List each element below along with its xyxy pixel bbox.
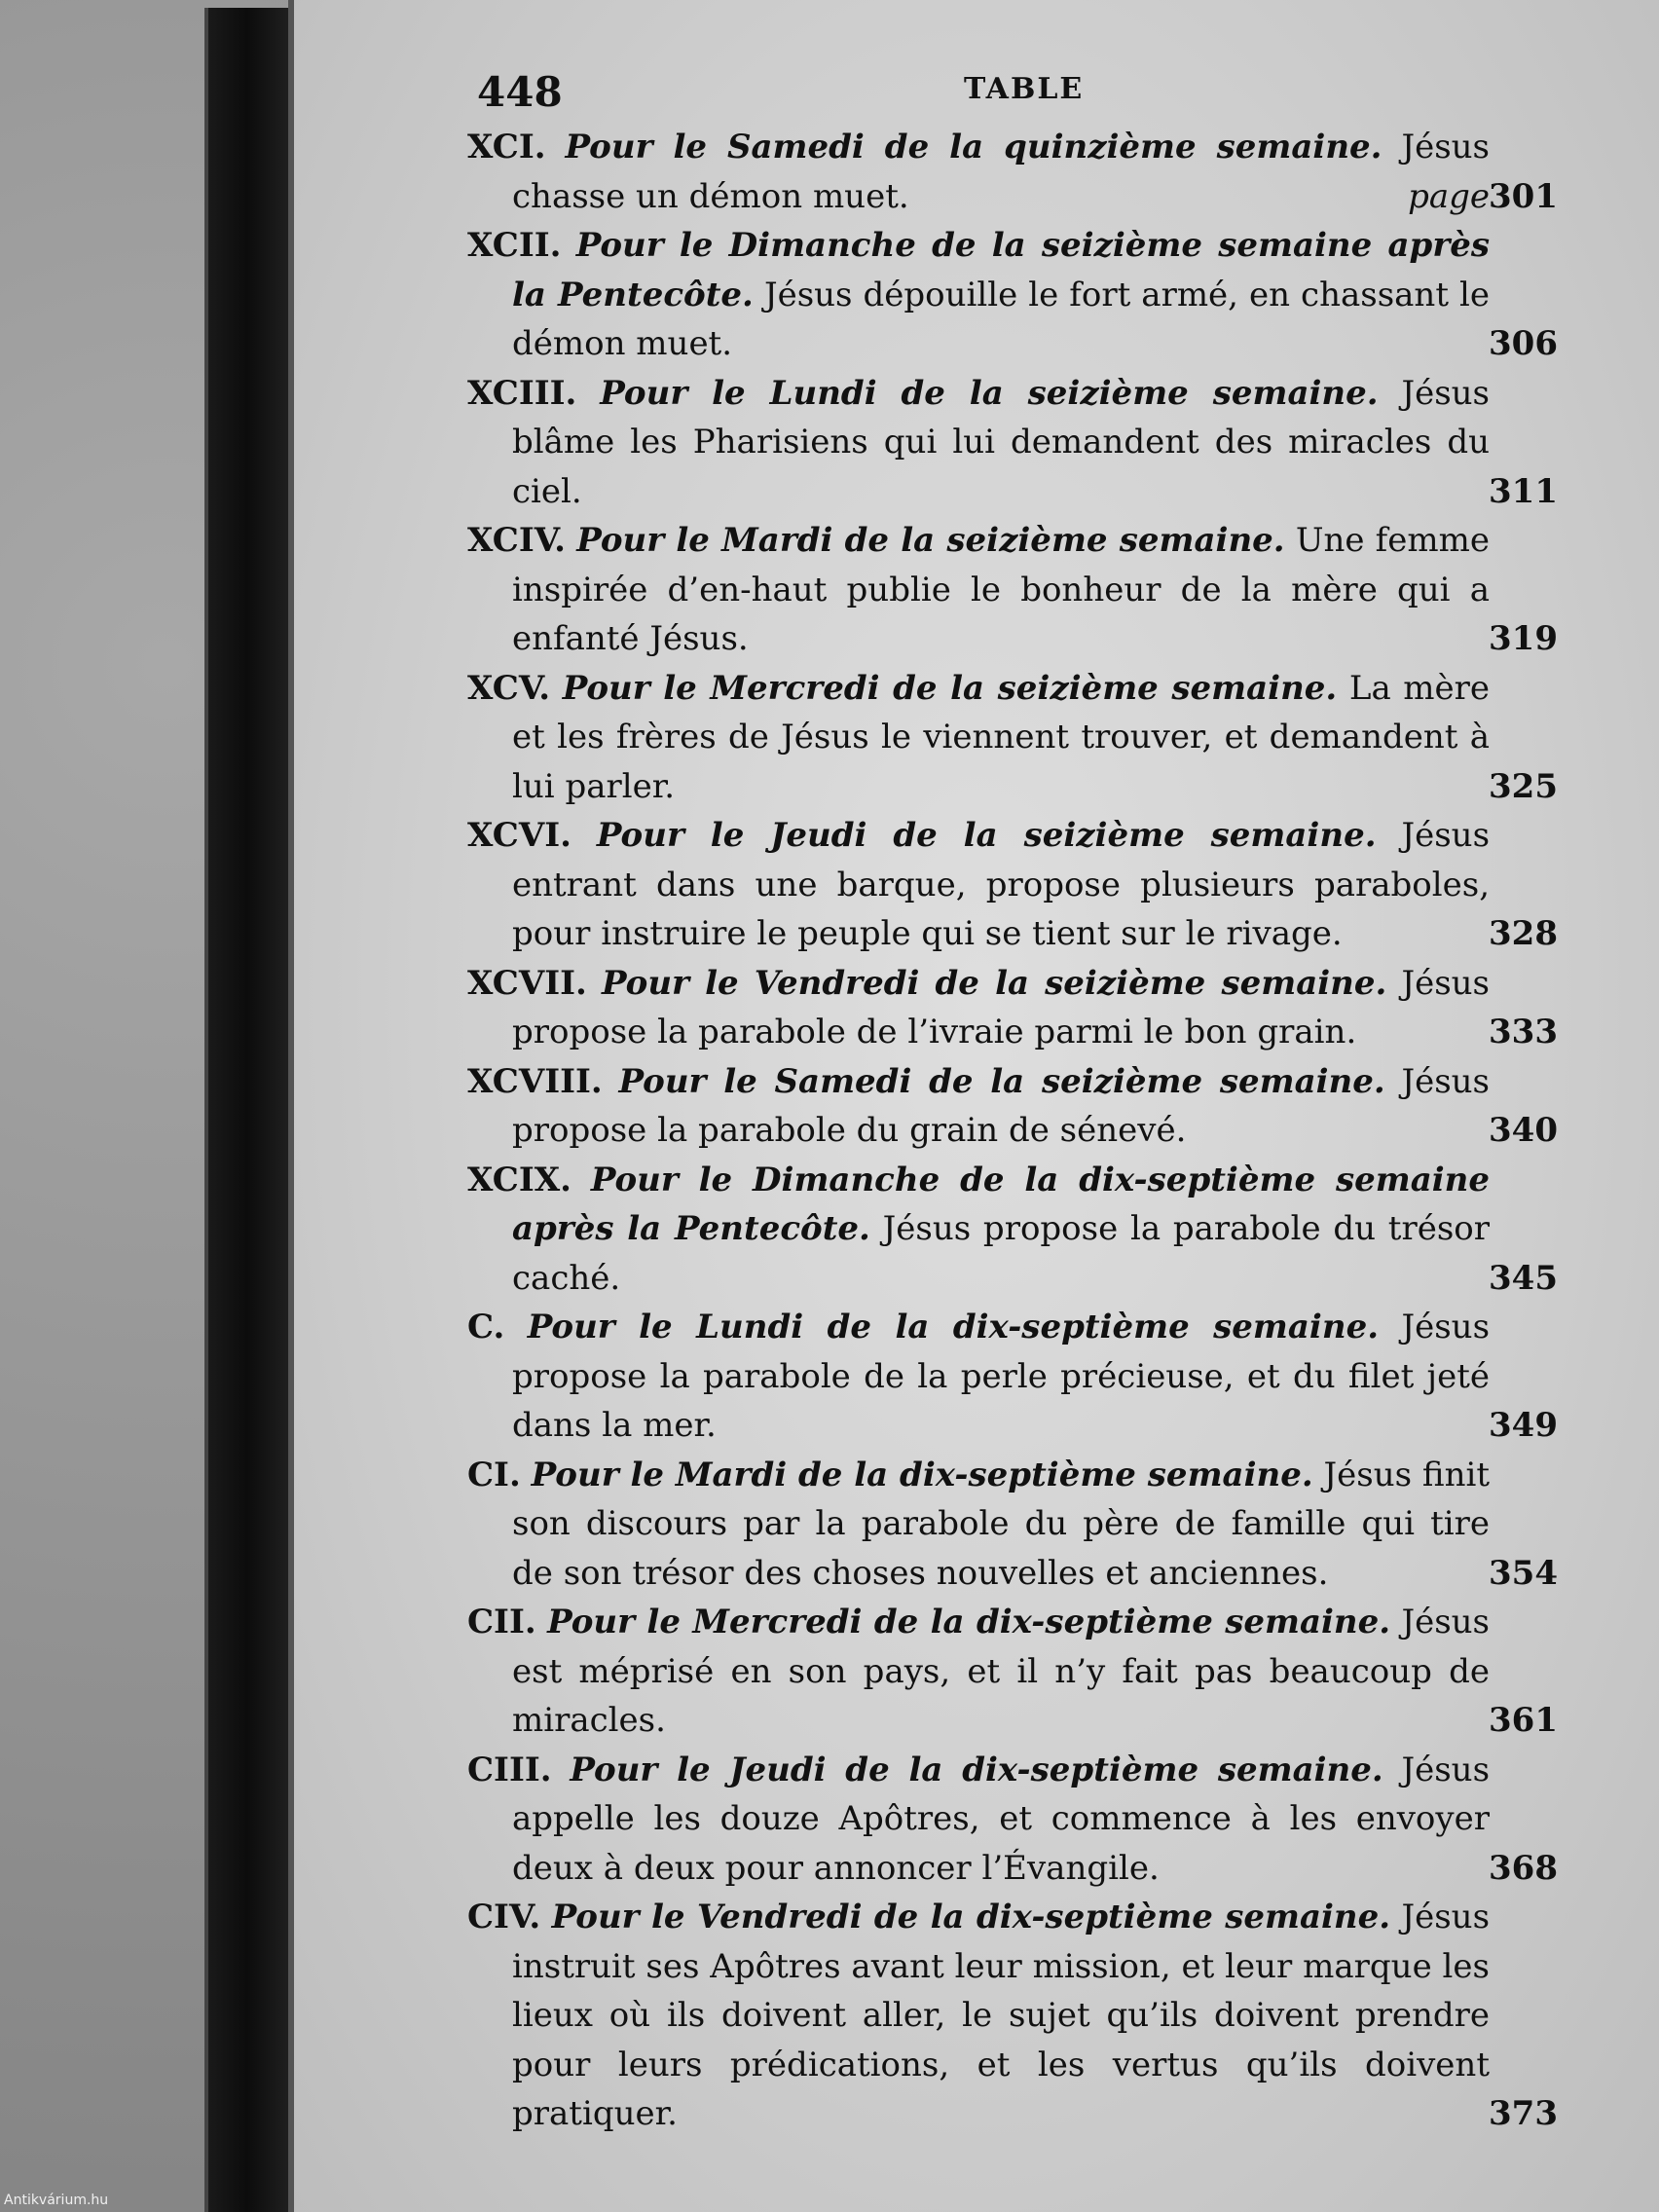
toc-entry-xcix: [467, 1156, 1558, 1304]
toc-entry-xci: [467, 123, 1558, 221]
entry-page: 333: [1489, 1013, 1558, 1051]
entry-number: XCVII.: [467, 963, 587, 1003]
entry-number: XCV.: [467, 668, 551, 708]
toc-entry-ci: [467, 1451, 1558, 1599]
toc-entry-xcvii: [467, 959, 1558, 1057]
entry-number: XCI.: [467, 128, 546, 166]
entry-page: 373: [1489, 2094, 1558, 2133]
entry-title: Pour le Mercredi de la dix-septième semaine.: [547, 1603, 1391, 1641]
entry-number: CIII.: [467, 1750, 552, 1789]
entry-title: Pour le Lundi de la seizième semaine.: [600, 373, 1379, 413]
page-number: 448: [477, 68, 563, 116]
entry-page: 340: [1489, 1111, 1558, 1150]
toc-entry-xciv: [467, 516, 1558, 664]
entry-page: 311: [1489, 471, 1558, 511]
entry-number: CII.: [467, 1603, 536, 1641]
entry-number: XCII.: [467, 226, 562, 265]
entry-page: 361: [1489, 1701, 1558, 1740]
running-head: TABLE: [964, 72, 1085, 106]
toc-entry-xcvi: [467, 811, 1558, 959]
entry-page: 354: [1489, 1553, 1558, 1593]
entry-description: Jésus propose la parabole du trésor caché.: [512, 1209, 1490, 1298]
entry-number: CI.: [467, 1455, 521, 1494]
entry-page: 368: [1489, 1848, 1558, 1888]
entry-title: Pour le Jeudi de la dix-septième semaine.: [570, 1750, 1383, 1789]
entry-description: Jésus entrant dans une barque, propose plusieurs paraboles, pour instruire le peuple qui se tient sur le rivage.: [512, 816, 1491, 953]
entry-page: 319: [1489, 619, 1558, 658]
toc-entry-ciii: [467, 1746, 1558, 1894]
entry-description: La mère et les frères de Jésus le viennent trouver, et demandent à lui parler.: [512, 668, 1491, 806]
entry-description: Jésus propose la parabole du grain de sénevé.: [512, 1061, 1490, 1150]
watermark-credit: Antikvárium.hu: [4, 2193, 109, 2208]
entry-title: Pour le Lundi de la dix-septième semaine.: [527, 1308, 1380, 1346]
entry-title: Pour le Vendredi de la dix-septième semaine.: [551, 1898, 1391, 1936]
entry-description: Jésus propose la parabole de l’ivraie parmi le bon grain.: [512, 963, 1490, 1051]
entry-number: XCVI.: [467, 816, 571, 855]
entry-page: 328: [1489, 914, 1558, 953]
entry-description: Jésus finit son discours par la parabole du père de famille qui tire de son trésor des choses nouvelles et anciennes.: [512, 1455, 1490, 1593]
entry-page: 325: [1489, 766, 1558, 806]
toc-entry-xcv: [467, 664, 1558, 812]
entry-description: Jésus dépouille le fort armé, en chassant le démon muet.: [512, 275, 1490, 363]
entry-number: XCIV.: [467, 521, 567, 560]
entry-number: XCVIII.: [467, 1061, 603, 1101]
entry-number: CIV.: [467, 1898, 541, 1936]
entry-description: Jésus appelle les douze Apôtres, et commence à les envoyer deux à deux pour annoncer l’Évangile.: [512, 1750, 1491, 1888]
entry-title: Pour le Dimanche de la dix-septième semaine après la Pentecôte.: [512, 1160, 1490, 1248]
entry-number: XCIII.: [467, 373, 577, 413]
toc-entry-xcviii: [467, 1057, 1558, 1156]
entry-description: Jésus est méprisé en son pays, et il n’y fait pas beaucoup de miracles.: [512, 1603, 1490, 1740]
entry-title: Pour le Mardi de la dix-septième semaine.: [531, 1455, 1313, 1494]
entry-description: Jésus propose la parabole de la perle précieuse, et du filet jeté dans la mer.: [512, 1308, 1491, 1445]
entry-number: C.: [467, 1308, 505, 1346]
entry-page: 345: [1489, 1258, 1558, 1298]
entry-title: Pour le Samedi de la seizième semaine.: [618, 1061, 1385, 1101]
entry-description: Une femme inspirée d’en-haut publie le bonheur de la mère qui a enfanté Jésus.: [512, 521, 1490, 658]
entry-number: XCIX.: [467, 1160, 571, 1199]
entry-page: 301: [1489, 176, 1558, 216]
toc-entry-xcii: [467, 221, 1558, 369]
entry-title: Pour le Jeudi de la seizième semaine.: [596, 816, 1377, 855]
page-header: [477, 68, 1509, 127]
table-of-contents: [467, 123, 1558, 2139]
entry-title: Pour le Dimanche de la seizième semaine après la Pentecôte.: [512, 226, 1491, 314]
entry-description: Jésus instruit ses Apôtres avant leur mission, et leur marque les lieux où ils doivent aller, le sujet qu’ils doivent prendre pour leurs prédications, et les vertus qu’ils doivent pratiquer.: [512, 1898, 1491, 2133]
entry-page: 349: [1489, 1406, 1558, 1445]
toc-entry-xciii: [467, 369, 1558, 517]
toc-entry-c: [467, 1303, 1558, 1451]
entry-title: Pour le Samedi de la quinzième semaine.: [565, 128, 1382, 166]
entry-title: Pour le Mardi de la seizième semaine.: [576, 521, 1285, 560]
toc-entry-cii: [467, 1598, 1558, 1746]
toc-entry-civ: [467, 1893, 1558, 2139]
entry-title: Pour le Vendredi de la seizième semaine.: [601, 963, 1387, 1003]
entry-page: 306: [1489, 324, 1558, 363]
entry-description: Jésus chasse un démon muet.: [512, 128, 1490, 216]
entry-title: Pour le Mercredi de la seizième semaine.: [562, 668, 1338, 708]
page-word-label: page: [1408, 176, 1490, 216]
entry-description: Jésus blâme les Pharisiens qui lui demandent des miracles du ciel.: [512, 373, 1490, 511]
